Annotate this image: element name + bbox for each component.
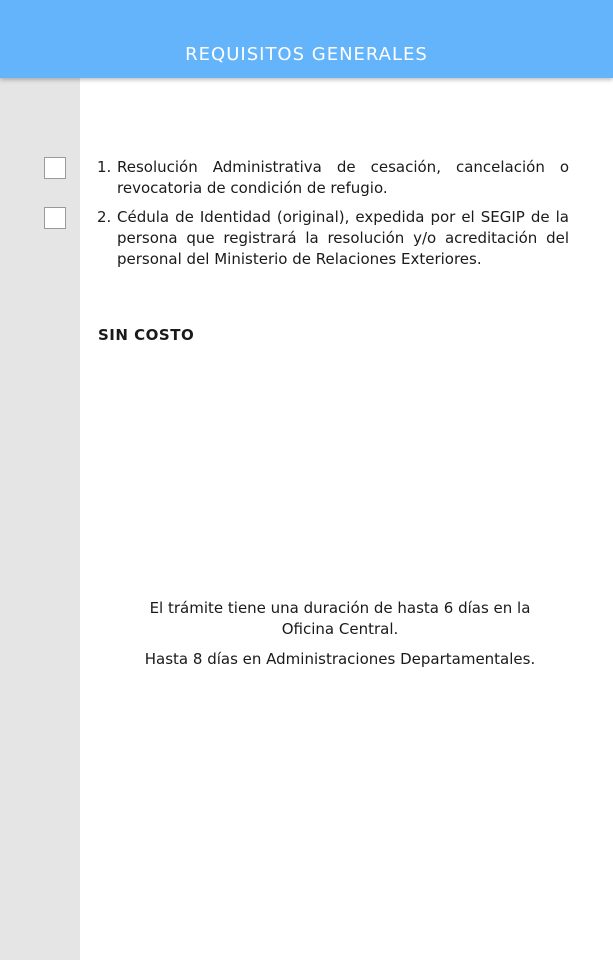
requirement-text-1: Resolución Administrativa de cesación, cancelación o revocatoria de condición de refugio. bbox=[117, 158, 569, 197]
duration-central-office: El trámite tiene una duración de hasta 6 días en la Oficina Central. bbox=[149, 599, 531, 638]
requirement-checkbox-2[interactable] bbox=[44, 207, 66, 229]
requirement-text-2: Cédula de Identidad (original), expedida por el SEGIP de la persona que registrará la resolución y/o acreditación del personal del Ministerio de Relaciones Exteriores. bbox=[117, 208, 569, 268]
requirement-number-1: 1. bbox=[97, 158, 112, 176]
left-sidebar bbox=[0, 78, 80, 960]
header-bar bbox=[0, 0, 613, 78]
requirement-checkbox-1[interactable] bbox=[44, 157, 66, 179]
cost-label: SIN COSTO bbox=[98, 326, 195, 344]
page-title: REQUISITOS GENERALES bbox=[185, 44, 428, 65]
duration-departmental: Hasta 8 días en Administraciones Departamentales. bbox=[144, 650, 536, 668]
requirement-number-2: 2. bbox=[97, 208, 112, 226]
